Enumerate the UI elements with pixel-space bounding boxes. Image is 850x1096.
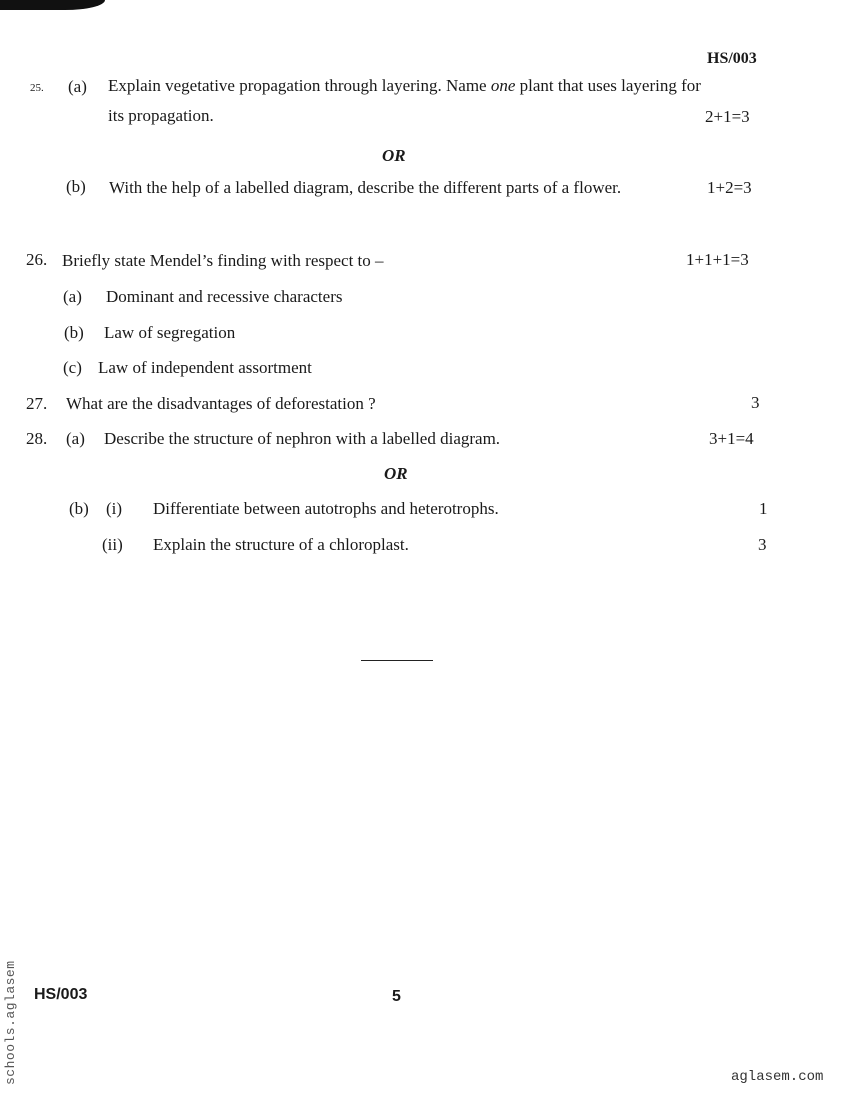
q25b-label: (b) — [66, 177, 86, 196]
q25a-label: (a) — [68, 77, 87, 96]
q25a-emphasis: one — [490, 76, 516, 95]
q26-item-text: Law of segregation — [104, 323, 236, 342]
footer-site-watermark: aglasem.com — [731, 1069, 824, 1085]
q28b-ii-text: Explain the structure of a chloroplast. — [153, 535, 409, 554]
q28b-i-text: Differentiate between autotrophs and heterotrophs. — [153, 499, 499, 518]
footer-page-number: 5 — [392, 988, 401, 1005]
q28b-i-label: (i) — [106, 499, 123, 518]
end-rule — [361, 660, 433, 661]
q25b-marks: 1+2=3 — [707, 178, 752, 197]
q26-item-label: (b) — [64, 323, 84, 342]
q26-text: Briefly state Mendel’s finding with respect to – — [62, 251, 384, 270]
q25a-text-cont: its propagation. — [108, 106, 214, 125]
q25a-text: Explain vegetative propagation through layering. Name one plant that uses layering for — [108, 76, 701, 95]
side-watermark: schools.aglasem — [3, 960, 18, 1085]
q28b-i-marks: 1 — [759, 499, 768, 518]
q27-text: What are the disadvantages of deforestation ? — [66, 394, 376, 413]
q28b-ii-label: (ii) — [102, 535, 123, 554]
header-paper-code: HS/003 — [707, 50, 757, 67]
q27-marks: 3 — [751, 393, 760, 412]
q28a-text: Describe the structure of nephron with a labelled diagram. — [104, 429, 501, 448]
q25b-text: With the help of a labelled diagram, describe the different parts of a flower. — [109, 178, 622, 197]
q28b-ii-marks: 3 — [758, 535, 767, 554]
q26-item-label: (c) — [63, 358, 82, 377]
q28-number: 28. — [26, 429, 48, 448]
q26-item-text: Law of independent assortment — [98, 358, 312, 377]
q25-number: 25. — [30, 82, 44, 94]
q26-marks: 1+1+1=3 — [686, 250, 749, 269]
q28-or: OR — [384, 464, 408, 483]
q26-item-label: (a) — [63, 287, 82, 306]
q26-number: 26. — [26, 250, 48, 269]
footer-paper-code: HS/003 — [34, 986, 88, 1003]
scan-blot — [0, 0, 105, 10]
q27-number: 27. — [26, 394, 48, 413]
q26-item-text: Dominant and recessive characters — [106, 287, 343, 306]
q25a-marks: 2+1=3 — [705, 107, 750, 126]
q28a-marks: 3+1=4 — [709, 429, 754, 448]
q25-or: OR — [382, 146, 406, 165]
q28a-label: (a) — [66, 429, 85, 448]
q28b-label: (b) — [69, 499, 89, 518]
